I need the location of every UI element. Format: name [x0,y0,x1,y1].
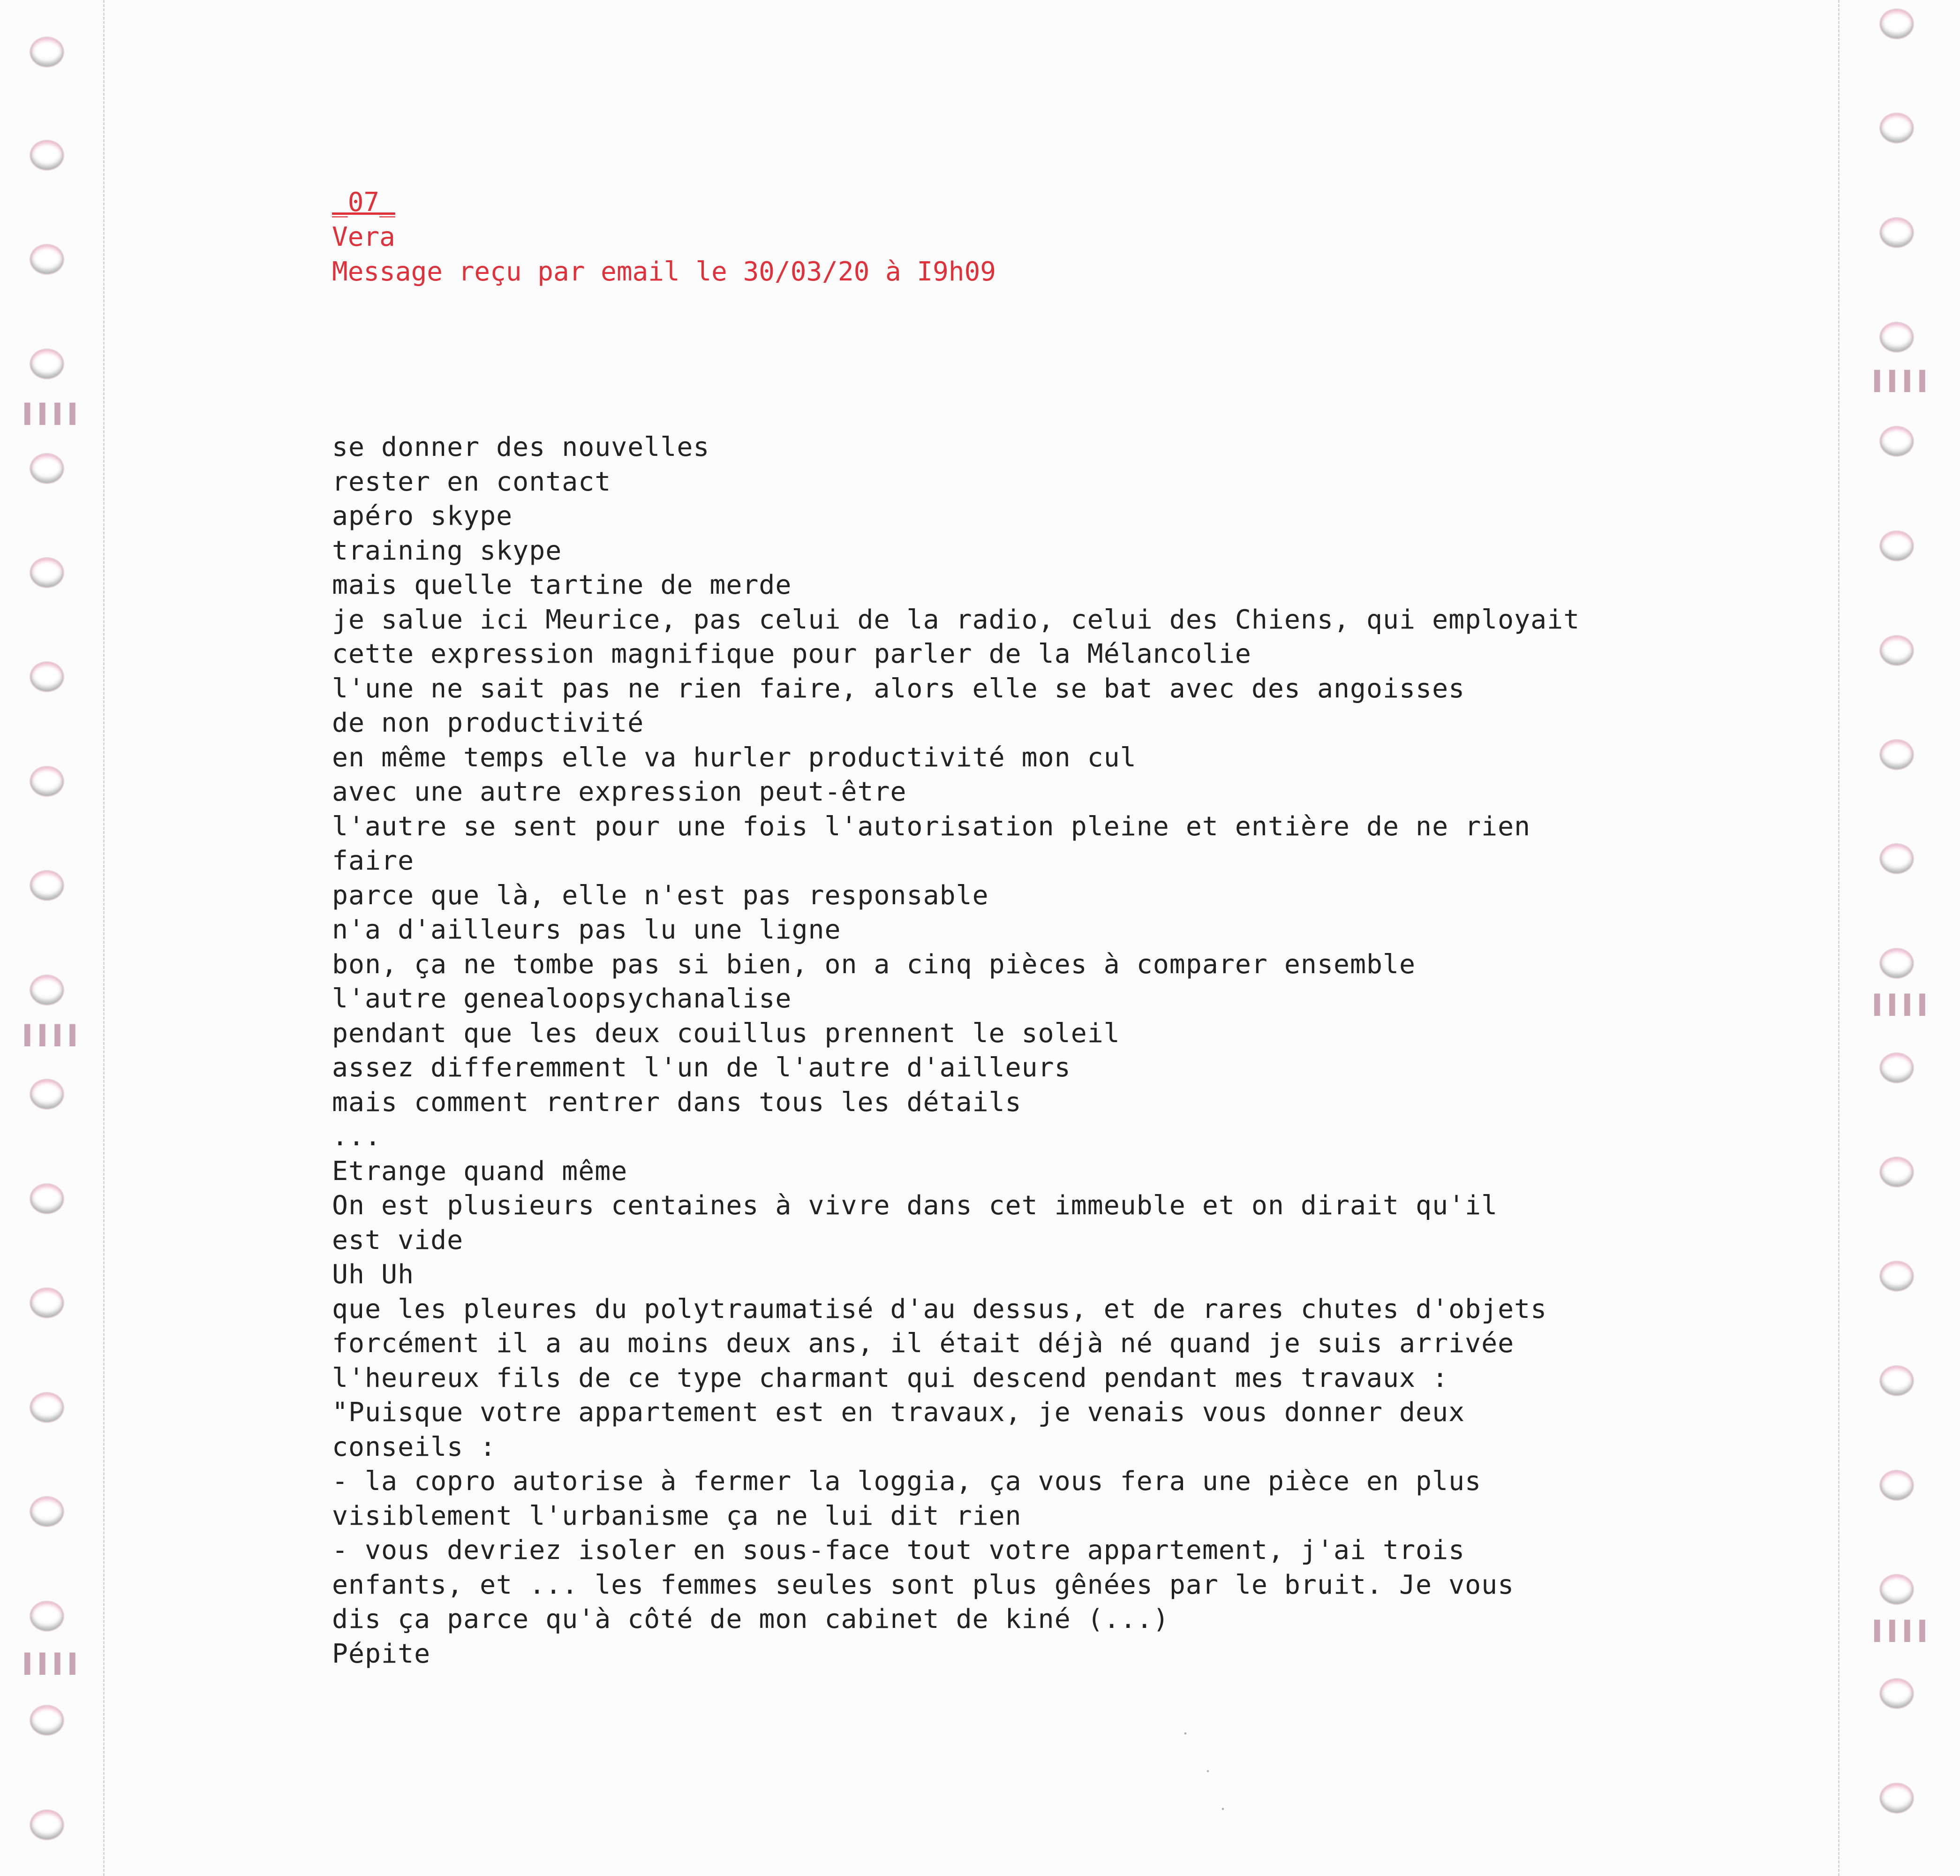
sprocket-hole [1880,323,1913,352]
perforation-mark: ▐▐▐▐ [1869,994,1929,1016]
message-line: On est plusieurs centaines à vivre dans cet immeuble et on dirait qu'il [332,1190,1498,1221]
message-line: Uh Uh [332,1259,415,1290]
sprocket-hole [1880,1471,1913,1500]
message-line: dis ça parce qu'à côté de mon cabinet de kiné (...) [332,1604,1169,1634]
sprocket-hole [30,141,63,170]
message-line: apéro skype [332,501,513,531]
message-line: que les pleures du polytraumatisé d'au dessus, et de rares chutes d'objets [332,1294,1547,1324]
message-line: se donner des nouvelles [332,432,710,462]
sprocket-hole [30,1602,63,1631]
document-header [332,185,996,289]
message-line: l'autre genealoopsychanalise [332,983,792,1014]
sprocket-hole [1880,1157,1913,1187]
message-line: avec une autre expression peut-être [332,777,907,807]
sprocket-hole [1880,427,1913,456]
sprocket-hole [30,1706,63,1735]
message-line: enfants, et ... les femmes seules sont plus gênées par le bruit. Je vous [332,1569,1515,1600]
sprocket-hole [30,1080,63,1109]
sprocket-hole [30,558,63,587]
message-line: en même temps elle va hurler productivité mon cul [332,742,1137,773]
message-line: assez differemment l'un de l'autre d'ailleurs [332,1052,1071,1083]
message-line: - vous devriez isoler en sous-face tout votre appartement, j'ai trois [332,1535,1465,1566]
sprocket-hole [1880,1784,1913,1813]
sprocket-hole [1880,740,1913,769]
sprocket-hole [30,245,63,274]
sprocket-hole [1880,1053,1913,1082]
message-line: pendant que les deux couillus prennent le soleil [332,1018,1120,1049]
message-line: "Puisque votre appartement est en travaux, je venais vous donner deux [332,1397,1465,1428]
perforation-mark: ▐▐▐▐ [19,1025,79,1046]
left-tractor-feed-strip [0,0,105,1876]
perforation-mark: ▐▐▐▐ [1869,1620,1929,1642]
sprocket-hole [1880,1366,1913,1395]
message-line: conseils : [332,1431,497,1462]
perforation-mark: ▐▐▐▐ [19,1653,79,1675]
message-line: training skype [332,535,562,566]
sprocket-hole [30,1393,63,1422]
message-line: parce que là, elle n'est pas responsable [332,880,989,911]
document-number: _07_ [332,187,395,218]
message-line: mais quelle tartine de merde [332,570,792,600]
perforation-mark: ▐▐▐▐ [19,403,79,425]
typed-message-body [332,430,1580,1671]
author-name: Vera [332,222,395,252]
sprocket-hole [1880,1679,1913,1708]
message-line: bon, ça ne tombe pas si bien, on a cinq pièces à comparer ensemble [332,949,1416,980]
paper-scuff-marks [1163,1712,1238,1820]
message-line: visiblement l'urbanisme ça ne lui dit rien [332,1500,1022,1531]
sprocket-hole [1880,1575,1913,1604]
message-line: Pépite [332,1638,431,1669]
message-line: - la copro autorise à fermer la loggia, ça vous fera une pièce en plus [332,1466,1482,1497]
sprocket-hole [1880,1262,1913,1291]
sprocket-hole [1880,844,1913,873]
sprocket-hole [30,1810,63,1839]
sprocket-hole [1880,9,1913,38]
sprocket-hole [1880,218,1913,247]
message-line: est vide [332,1225,464,1256]
message-line: ... [332,1121,382,1152]
sprocket-hole [1880,949,1913,978]
message-line: forcément il a au moins deux ans, il était déjà né quand je suis arrivée [332,1328,1515,1359]
message-line: rester en contact [332,466,611,497]
message-line: je salue ici Meurice, pas celui de la radio, celui des Chiens, qui employait [332,604,1580,635]
message-meta: Message reçu par email le 30/03/20 à I9h09 [332,257,996,287]
message-line: n'a d'ailleurs pas lu une ligne [332,915,841,945]
message-line: de non productivité [332,708,644,738]
message-line: faire [332,846,415,876]
message-line: mais comment rentrer dans tous les détails [332,1087,1022,1118]
sprocket-hole [1880,113,1913,143]
sprocket-hole [1880,636,1913,665]
perforation-mark: ▐▐▐▐ [1869,371,1929,392]
sprocket-hole [30,871,63,900]
message-line: l'une ne sait pas ne rien faire, alors elle se bat avec des angoisses [332,673,1465,704]
sprocket-hole [30,454,63,483]
message-line: l'autre se sent pour une fois l'autorisation pleine et entière de ne rien [332,811,1531,842]
sprocket-hole [30,976,63,1005]
sprocket-hole [1880,531,1913,560]
sprocket-hole [30,767,63,796]
sprocket-hole [30,662,63,691]
message-line: cette expression magnifique pour parler de la Mélancolie [332,639,1251,669]
sprocket-hole [30,1497,63,1526]
sprocket-hole [30,38,63,67]
sprocket-hole [30,1288,63,1317]
sprocket-hole [30,349,63,378]
message-line: Etrange quand même [332,1156,628,1187]
sprocket-hole [30,1184,63,1213]
message-line: l'heureux fils de ce type charmant qui descend pendant mes travaux : [332,1362,1449,1393]
